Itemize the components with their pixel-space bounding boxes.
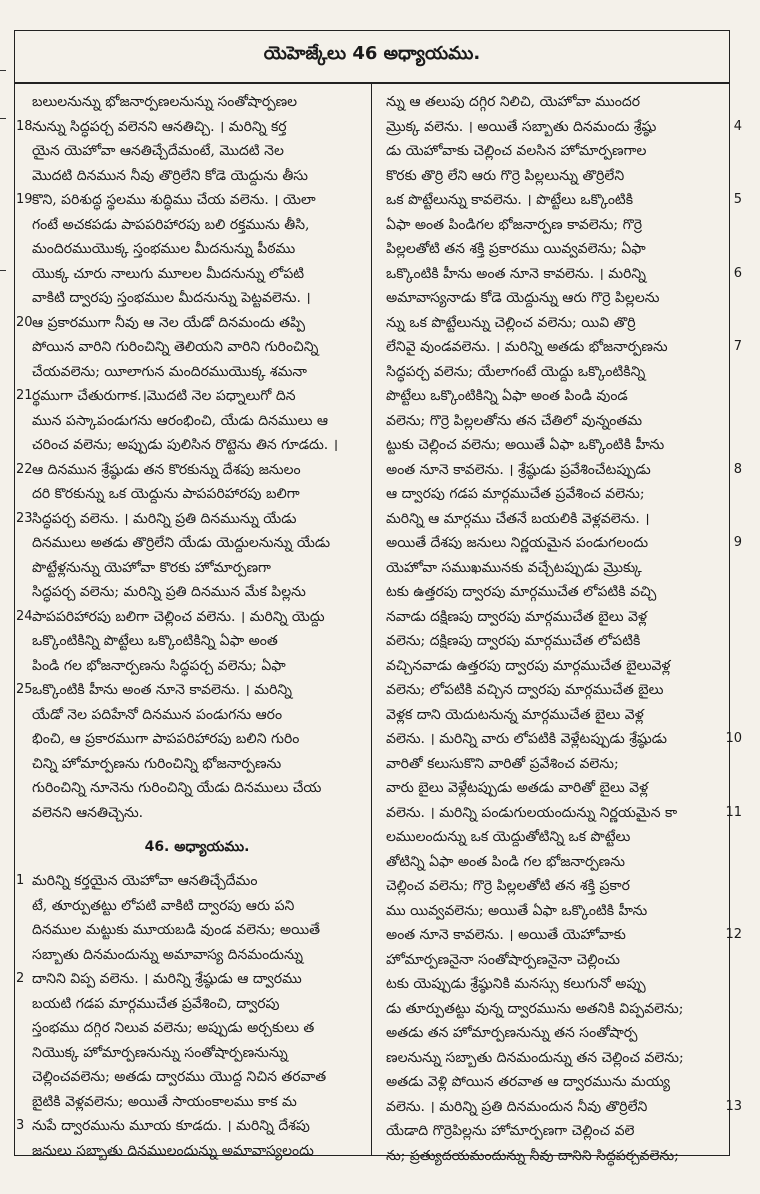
text-line	[32, 894, 362, 919]
verse-number: 23	[16, 510, 33, 526]
text-line	[386, 90, 716, 115]
line-text: గురించిన్ని నూనెను గురించిన్ని యేడు దినములు చేయ	[32, 780, 322, 796]
text-line	[16, 1114, 362, 1139]
line-text: వలెను. । మరిన్ని వారు లోపటికి వెళ్లేటప్పుడు శ్రేష్ఠుడు	[386, 731, 667, 747]
text-line	[386, 727, 742, 752]
left-column	[16, 90, 362, 1163]
text-line	[16, 869, 362, 894]
text-line	[386, 360, 716, 385]
text-line	[386, 115, 742, 140]
line-text: పొట్టేలు ఒక్కొంటికిన్ని ఏఫా అంత పిండి వుండ	[386, 388, 628, 404]
line-text: సిద్ధపర్చ వలెను; యేలాగంటే యెద్దు ఒక్కొంటికిన్ని	[386, 363, 646, 380]
text-line	[32, 918, 362, 943]
text-line	[32, 1139, 362, 1164]
verse-number: 13	[725, 1098, 742, 1114]
line-text: దానిని విప్ప వలెను. । మరిన్ని శ్రేష్ఠుడు ఆ ద్వారము	[32, 971, 302, 987]
line-text: దరి కొరకున్ను ఒక యెద్దును పాపపరిహారపు బలిగా	[32, 486, 300, 502]
line-text: యేడో నెల పదిహేనో దినమున పండుగను ఆరం	[32, 706, 283, 723]
running-header	[14, 30, 730, 84]
line-text: పోయిన వారిని గురించిన్ని తెలియని వారిని గురించిన్ని	[32, 339, 319, 355]
verse-number: 19	[16, 192, 33, 207]
line-text: యెహోవా సముఖమునకు వచ్చేటప్పుడు మ్రొక్కు	[386, 559, 642, 576]
line-text: లేనివై వుండవలెను. । మరిన్ని అతడు భోజనార్పణను	[386, 339, 668, 355]
line-text: వలెను; లోపటికి వచ్చిన ద్వారపు మార్గముచేత బైలు	[386, 682, 664, 698]
line-text: తోటిన్ని ఏఫా అంత పిండి గల భోజనార్పణను	[386, 853, 625, 870]
text-line	[386, 1144, 716, 1169]
verse-number: 25	[16, 682, 33, 697]
text-line	[32, 1090, 362, 1115]
line-text: అతడు తన హోమార్పణనున్ను తన సంతోషార్ప	[386, 1025, 638, 1041]
text-line	[386, 1095, 742, 1120]
text-line	[32, 1041, 362, 1066]
line-text: పిండి గల భోజనార్పణను సిద్ధపర్చ వలెను; ఏఫా	[32, 657, 286, 674]
line-text: యొక్క చూరు నాలుగు మూలల మీదనున్ను లోపటి	[32, 265, 305, 282]
text-line	[386, 678, 716, 703]
text-line	[386, 335, 742, 360]
line-text: మ్రొక్క వలెను. । అయితే సబ్బాతు దినమందు శ్రేష్ఠు	[386, 118, 657, 135]
text-line	[386, 433, 716, 458]
text-line	[386, 507, 716, 532]
line-text: ఒక్కొంటికి హీను అంత నూనె కావలెను. । మరిన్ని	[32, 682, 293, 698]
page-title: యెహెజ్కేలు 46 అధ్యాయము.	[263, 43, 481, 64]
line-text: న్ను ఆ తలుపు దగ్గిర నిలిచి, యెహోవా ముందర	[386, 94, 641, 110]
text-line	[386, 997, 716, 1022]
line-text: వచ్చినవాడు ఉత్తరపు ద్వారపు మార్గముచేత బైలువెళ్ల	[386, 657, 671, 674]
line-text: మొదటి దినమున నీవు తొర్రిలేని కోడె యెద్దును తీసు	[32, 167, 308, 184]
text-line	[386, 1046, 716, 1071]
line-text: న్ను ఒక పొట్టేలున్ను చెల్లించ వలెను; యివి తొర్రి	[386, 314, 636, 331]
text-line	[386, 384, 716, 409]
line-text: యైన యెహోవా ఆనతిచ్చేదేమంటే, మొదటి నెల	[32, 143, 284, 159]
line-text: దినముల మట్టుకు మూయబడి వుండ వలెను; అయితే	[32, 922, 320, 938]
text-line	[16, 605, 362, 630]
text-line	[386, 972, 716, 997]
line-text: ఏఫా అంత పిండిగల భోజనార్పణ కావలెను; గొర్రె	[386, 216, 643, 233]
text-line	[386, 629, 716, 654]
line-text: పిల్లలతోటి తన శక్తి ప్రకారము యివ్వవలెను; ఏఫా	[386, 241, 646, 257]
text-line	[386, 286, 716, 311]
line-text: గంటే అచకపడు పాపపరిహారపు బలి రక్తమును తీసి,	[32, 216, 310, 233]
line-text: చెల్లించ వలెను; గొర్రె పిల్లలతోటి తన శక్తి ప్రకార	[386, 878, 630, 894]
line-text: యేడాది గొర్రెపిల్లను హోమార్పణగా చెల్లించ వలె	[386, 1123, 635, 1139]
text-line	[32, 360, 362, 385]
verse-number: 9	[733, 535, 742, 550]
margin-mark	[0, 118, 6, 119]
line-text: నున్ను సిద్ధపర్చ వలెనని ఆనతిచ్చి. । మరిన్ని కర్త	[32, 118, 287, 135]
text-line	[386, 948, 716, 973]
verse-number: 5	[733, 192, 742, 207]
line-text: దినములు అతడు తొర్రిలేని యేడు యెద్దులనున్ను యేడు	[32, 535, 331, 551]
text-line	[386, 1021, 716, 1046]
line-text: 46. అధ్యాయము.	[144, 839, 250, 855]
verse-number: 3	[16, 1118, 25, 1133]
line-text: పాపపరిహారపు బలిగా చెల్లించ వలెను. । మరిన్ని యెద్దు	[32, 608, 325, 625]
line-text: అంత నూనె కావలెను. । అయితే యెహోవాకు	[386, 927, 626, 943]
verse-number: 12	[725, 927, 742, 942]
text-line	[32, 213, 362, 238]
line-text: స్తంభము దగ్గిర నిలువ వలెను; అప్పుడు అర్చకులు త	[32, 1020, 315, 1036]
text-line	[16, 384, 362, 409]
line-text: బలులనున్ను భోజనార్పణలనున్ను సంతోషార్పణల	[32, 94, 298, 110]
text-line	[32, 801, 362, 826]
line-text: ఆ ప్రకారముగా నీవు ఆ నెల యేడో దినమందు తప్పి	[32, 314, 306, 331]
verse-number: 24	[16, 608, 33, 624]
text-line	[32, 776, 362, 801]
text-line	[16, 507, 362, 532]
line-text: డు యెహోవాకు చెల్లించ వలసిన హోమార్పణగాల	[386, 143, 647, 159]
line-text: వెళ్లక దాని యెదుటనున్న మార్గముచేత బైలు వెళ్ల	[386, 706, 644, 723]
verse-number: 8	[733, 461, 742, 477]
line-text: బైటికి వెళ్లవలెను; అయితే సాయంకాలము కాక మ	[32, 1093, 297, 1110]
text-line	[386, 531, 742, 556]
text-line	[32, 1016, 362, 1041]
text-line	[386, 923, 742, 948]
text-line	[16, 458, 362, 483]
text-line	[386, 482, 716, 507]
line-text: డు తూర్పుతట్టు వున్న ద్వారమును అతనికి విప్పవలెను;	[386, 1000, 684, 1017]
verse-number: 11	[725, 804, 742, 820]
text-line	[32, 531, 362, 556]
text-line	[386, 899, 716, 924]
line-text: సబ్బాతు దినమందున్ను అమావాస్య దినమందున్ను	[32, 946, 303, 963]
text-line	[386, 850, 716, 875]
chapter-heading	[32, 825, 362, 869]
line-text: వారితో కలుసుకొని వారితో ప్రవేశించ వలెను;	[386, 755, 619, 772]
text-line	[386, 605, 716, 630]
text-line	[32, 752, 362, 777]
book-page	[14, 30, 754, 1164]
line-text: చేయవలెను; యీలాగున మందిరముయొక్క శమనా	[32, 363, 307, 380]
line-text: జనులు సబ్బాతు దినములందున్ను అమావాస్యలందు	[32, 1142, 314, 1159]
line-text: నుపే ద్వారమును మూయ కూడదు. । మరిన్ని దేశపు	[32, 1118, 310, 1134]
line-text: సిద్ధపర్చ వలెను. । మరిన్ని ప్రతి దినమున్ను యేడు	[32, 510, 297, 527]
text-line	[32, 409, 362, 434]
line-text: మరిన్ని కర్తయైన యెహోవా ఆనతిచ్చేదేమం	[32, 873, 258, 889]
text-line	[386, 654, 716, 679]
verse-number: 4	[733, 118, 742, 134]
text-line	[32, 335, 362, 360]
text-line	[386, 311, 716, 336]
line-text: నియొక్క హోమార్పణనున్ను సంతోషార్పణనున్ను	[32, 1044, 288, 1061]
line-text: పొట్టేళ్లనున్ను యెహోవా కొరకు హోమార్పణగా	[32, 559, 271, 576]
line-text: ణలనున్ను సబ్బాతు దినమందున్ను తన చెల్లించ వలెను;	[386, 1049, 684, 1066]
text-line	[32, 992, 362, 1017]
text-line	[386, 556, 716, 581]
text-line	[386, 458, 742, 483]
text-line	[386, 825, 716, 850]
line-text: వాకిటి ద్వారపు స్తంభముల మీదనున్ను పెట్టవలెను. ।	[32, 290, 311, 306]
line-text: చెల్లించవలెను; అతడు ద్వారము యొద్ద నిచిన తరవాత	[32, 1069, 327, 1085]
line-text: చరించ వలెను; అప్పుడు పులిసిన రొట్టెను తిన గూడదు. ।	[32, 437, 338, 453]
line-text: అమావాస్యనాడు కోడె యెద్దున్ను ఆరు గొర్రె పిల్లలను	[386, 290, 660, 306]
line-text: వలెను; గొర్రె పిల్లలతోను తన చేతిలో వున్నంతమ	[386, 412, 643, 429]
text-line	[32, 703, 362, 728]
line-text: ఒక్కొంటికిన్ని పొట్టేలు ఒక్కొంటికిన్ని ఏఫా అంత	[32, 633, 278, 649]
text-line	[386, 188, 742, 213]
text-line	[386, 801, 742, 826]
margin-mark	[0, 270, 6, 271]
text-line	[386, 703, 716, 728]
verse-number: 21	[16, 388, 33, 403]
line-text: వలెనని ఆనతిచ్చెను.	[32, 804, 144, 821]
line-text: లములందున్ను ఒక యెద్దుతోటిన్ని ఒక పొట్టేలు	[386, 829, 631, 845]
text-line	[32, 727, 362, 752]
line-text: భించి, ఆ ప్రకారముగా పాపపరిహారపు బలిని గురిం	[32, 731, 300, 747]
column-divider	[371, 84, 372, 1156]
line-text: టకు ఉత్తరపు ద్వారపు మార్గముచేత లోపటికి వచ్చి	[386, 584, 657, 600]
verse-number: 1	[16, 873, 25, 888]
text-line	[386, 262, 742, 287]
text-line	[32, 1065, 362, 1090]
text-line	[32, 286, 362, 311]
text-line	[32, 433, 362, 458]
line-text: మందిరముయొక్క స్తంభముల మీదనున్ను పీఠము	[32, 241, 296, 257]
text-line	[386, 237, 716, 262]
text-line	[32, 580, 362, 605]
text-line	[32, 556, 362, 581]
line-text: నవాడు దక్షిణపు ద్వారపు మార్గముచేత బైలు వెళ్ల	[386, 608, 647, 625]
text-line	[386, 1119, 716, 1144]
text-line	[32, 90, 362, 115]
text-line	[386, 409, 716, 434]
line-text: అతడు వెళ్లి పోయిన తరవాత ఆ ద్వారమును మయ్య	[386, 1074, 671, 1090]
line-text: ఆ ద్వారపు గడప మార్గముచేత ప్రవేశించ వలెను;	[386, 486, 645, 502]
text-line	[16, 115, 362, 140]
line-text: వలెను; దక్షిణపు ద్వారపు మార్గముచేత లోపటికి	[386, 633, 641, 649]
line-text: అంత నూనె కావలెను. । శ్రేష్ఠుడు ప్రవేశించేటప్పుడు	[386, 461, 651, 478]
text-line	[32, 943, 362, 968]
text-line	[386, 874, 716, 899]
text-line	[386, 580, 716, 605]
line-text: ఒక్కొంటికి హీను అంత నూనె కావలెను. । మరిన్ని	[386, 265, 647, 282]
line-text: ర్థముగా చేతురుగాక.।మొదటి నెల పధ్నాలుగో దిన	[32, 388, 296, 404]
line-text: ను; ప్రత్యుదయమందున్ను నీవు దానిని సిద్ధపర్చవలెను;	[386, 1147, 679, 1164]
text-line	[386, 752, 716, 777]
line-text: ఒక పొట్టేలున్ను కావలెను. । పొట్టేలు ఒక్కొంటికి	[386, 192, 634, 208]
line-text: అయితే దేశపు జనులు నిర్ణయమైన పండుగలందు	[386, 535, 649, 551]
text-line	[16, 678, 362, 703]
text-line	[386, 776, 716, 801]
text-line	[16, 188, 362, 213]
text-line	[32, 237, 362, 262]
line-text: చిన్ని హోమార్పణను గురించిన్ని భోజనార్పణను	[32, 755, 282, 772]
text-line	[32, 139, 362, 164]
text-line	[32, 482, 362, 507]
text-line	[32, 629, 362, 654]
line-text: బయటి గడప మార్గముచేత ప్రవేశించి, ద్వారపు	[32, 995, 280, 1012]
line-text: కొని, పరిశుద్ధ స్థలము శుద్ధిము చేయ వలెను. । యెలా	[32, 192, 316, 208]
text-line	[16, 967, 362, 992]
line-text: ట్టుకు చెల్లించ వలెను; అయితే ఏఫా ఒక్కొంటికి హీను	[386, 437, 665, 453]
line-text: హోమార్పణనైనా సంతోషార్పణనైనా చెల్లించు	[386, 951, 620, 968]
verse-number: 7	[733, 339, 742, 354]
line-text: టకు యెప్పుడు శ్రేష్ఠునికి మనస్సు కలుగునో అప్పు	[386, 976, 646, 992]
text-line	[386, 1070, 716, 1095]
text-line	[386, 213, 716, 238]
text-line	[32, 654, 362, 679]
verse-number: 18	[16, 118, 33, 134]
verse-number: 10	[725, 731, 742, 746]
text-line	[386, 139, 716, 164]
margin-mark	[0, 70, 6, 71]
verse-number: 2	[16, 971, 25, 986]
line-text: మున పస్కాపండుగను ఆరంభించి, యేడు దినములు ఆ	[32, 412, 329, 429]
line-text: వలెను. । మరిన్ని పండుగులయందున్ను నిర్ణయమైన కా	[386, 804, 678, 821]
line-text: టే, తూర్పుతట్టు లోపటి వాకిటి ద్వారపు ఆరు పని	[32, 897, 295, 914]
line-text: వారు బైలు వెళ్లేటప్పుడు అతడు వారితో బైలు వెళ్ల	[386, 780, 649, 796]
verse-number: 22	[16, 461, 33, 477]
line-text: ఆ దినమున శ్రేష్ఠుడు తన కొరకున్ను దేశపు జనులం	[32, 461, 301, 478]
line-text: మరిన్ని ఆ మార్గము చేతనే బయలికి వెళ్లవలెను. ।	[386, 510, 650, 527]
line-text: కొరకు తొర్రి లేని ఆరు గొర్రె పిల్లలున్ను తొర్రిలేని	[386, 167, 625, 184]
line-text: వలెను. । మరిన్ని ప్రతి దినమందున నీవు తొర్రిలేని	[386, 1098, 648, 1115]
line-text: ము యివ్వవలెను; అయితే ఏఫా ఒక్కొంటికి హీను	[386, 902, 648, 919]
verse-number: 20	[16, 314, 33, 330]
line-text: సిద్ధపర్చ వలెను; మరిన్ని ప్రతి దినమున మేక పిల్లను	[32, 584, 306, 600]
text-line	[32, 262, 362, 287]
right-column	[386, 90, 742, 1168]
text-line	[16, 311, 362, 336]
verse-number: 6	[733, 265, 742, 281]
text-line	[32, 164, 362, 189]
text-line	[386, 164, 716, 189]
